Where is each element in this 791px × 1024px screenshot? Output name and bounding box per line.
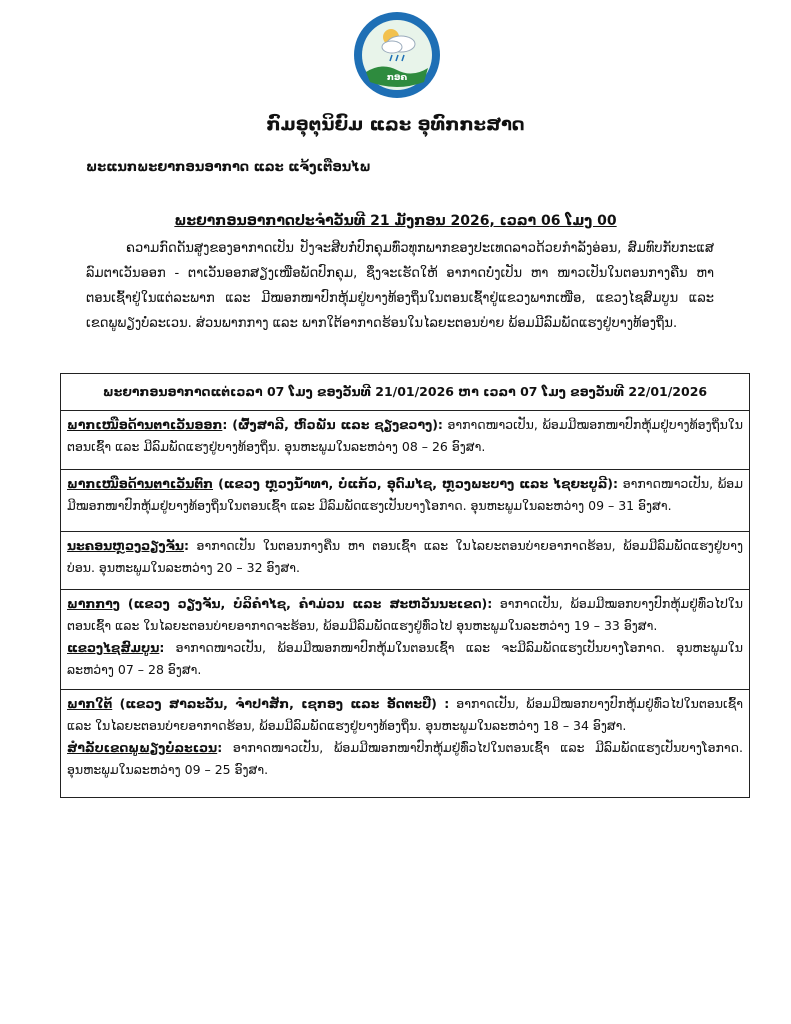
region-entry [67, 637, 743, 681]
region-forecast-text: ອາກາດໜາວເປັນ, ພ້ອມມີໝອກໜາປົກຫຸ້ມໃນຕອນເຊົ້າ ແລະ ຈະມີລົມພັດແຮງເປັນບາງໂອກາດ. ອຸນຫະພູມໃນລະຫວ່າງ 07 – 28 ອົງສາ. [67, 640, 743, 677]
region-entry [67, 535, 743, 579]
forecast-headline: ພະຍາກອນອາກາດປະຈຳວັນທີ 21 ມັງກອນ 2026, ເວລາ 06 ໂມງ 00 [174, 213, 617, 229]
region-section-vientiane-capital [61, 532, 749, 590]
region-entry [67, 693, 743, 737]
region-provinces: : (ຜົ້ງສາລີ, ຫົວພັນ ແລະ ຊຽງຂວາງ): [222, 417, 443, 432]
region-label: ນະຄອນຫຼວງວຽງຈັນ [67, 538, 184, 553]
region-label: ສຳລັບເຂດພູພຽງບໍ່ລະເວນ [67, 740, 218, 755]
synoptic-summary: ຄວາມກົດດັນສູງຂອງອາກາດເປັນ ປັງຈະສີບກໍ່ປົກຄຸມທົ່ວທຸກພາກຂອງປະເທດລາວດ້ວຍກຳລັງອ່ອນ, ສົມທົບກັບກະແສລົມຕາເວັນອອກ - ຕາເວັນອອກສຽງເໜືອພັດປົກຄຸມ, ຊຶ່ງຈະເຮັດໃຫ້ ອາກາດບໍ່ງເປັນ ຫາ ໜາວເປັນໃນຕອນກາງຄືນ ຫາ ຕອນເຊົ້າຢູ່ໃນແຕ່ລະພາກ ແລະ ມີໝອກໜາປົກຫຸ້ມຢູ່ບາງທ້ອງຖິ່ນໃນຕອນເຊົ້າຢູ່ແຂວງພາກເໜືອ, ແຂວງໄຊສົມບູນ ແລະ ເຂດພູພຽງບໍ່ລະເວນ. ສ່ວນພາກກາງ ແລະ ພາກໃຕ້ອາກາດຮ້ອນໃນໄລຍະຕອນບ່າຍ ພ້ອມມີລົມພັດແຮງຢູ່ບາງທ້ອງຖິ່ນ. [86, 241, 714, 331]
region-forecast-text: ອາກາດໜາວເປັນ, ພ້ອມມີໝອກໜາປົກຫຸ້ມຢູ່ບາງທ້ອງຖິ່ນໃນຕອນເຊົ້າ ແລະ ມີລົມພັດແຮງຢູ່ບາງທ້ອງຖິ່ນ. ອຸນຫະພູມໃນລະຫວ່າງ 08 – 26 ອົງສາ. [67, 417, 743, 454]
region-provinces: (ແຂວງ ສາລະວັນ, ຈຳປາສັກ, ເຊກອງ ແລະ ອັດຕະປື) : [112, 696, 450, 711]
forecast-period-header: ພະຍາກອນອາກາດແຕ່ເວລາ 07 ໂມງ ຂອງວັນທີ 21/01/2026 ຫາ ເວລາ 07 ໂມງ ຂອງວັນທີ 22/01/2026 [61, 374, 749, 411]
dmh-logo-cloud-rain-icon [352, 10, 442, 100]
region-entry [67, 414, 743, 458]
region-label: ພາກເໜືອດ້ານຕາເວັນອອກ [67, 417, 223, 432]
region-provinces: : [159, 640, 165, 655]
region-forecast-text: ອາກາດໜາວເປັນ, ພ້ອມມີໝອກໜາປົກຫຸ້ມຢູ່ບາງທ້ອງຖິ່ນໃນຕອນເຊົ້າ ແລະ ມີລົມພັດແຮງເປັນບາງໂອກາດ. ອຸນຫະພູມໃນລະຫວ່າງ 09 – 31 ອົງສາ. [67, 476, 743, 513]
region-entry [67, 473, 743, 517]
organization-title: ກົມອຸຕຸນິຍົມ ແລະ ອຸທົກກະສາດ [266, 114, 525, 135]
department-name: ພະແນກພະຍາກອນອາກາດ ແລະ ແຈ້ງເຕືອນໄພ [86, 160, 371, 175]
region-forecast-text: ອາກາດເປັນ ໃນຕອນກາງຄືນ ຫາ ຕອນເຊົ້າ ແລະ ໃນໄລຍະຕອນບ່າຍອາກາດຮ້ອນ, ພ້ອມມີລົມພັດແຮງຢູ່ບາງບ່ອນ. ອຸນຫະພູມໃນລະຫວ່າງ 20 – 32 ອົງສາ. [67, 538, 743, 575]
svg-text:ກອຄ: ກອຄ [386, 73, 408, 83]
region-provinces: : [184, 538, 189, 553]
region-forecast-text: ອາກາດໜາວເປັນ, ພ້ອມມີໝອກໜາປົກຫຸ້ມຢູ່ທົ່ວໄປໃນຕອນເຊົ້າ ແລະ ມີລົມພັດແຮງເປັນບາງໂອກາດ. ອຸນຫະພູມໃນລະຫວ່າງ 09 – 25 ອົງສາ. [67, 740, 743, 777]
region-forecast-text: ອາກາດເປັນ, ພ້ອມມີໝອກບາງປົກຫຸ້ມຢູ່ທົ່ວໄປໃນຕອນເຊົ້າ ແລະ ໃນໄລຍະຕອນບ່າຍອາກາດຮ້ອນ, ພ້ອມມີລົມພັດແຮງຢູ່ບາງທ້ອງຖິ່ນ. ອຸນຫະພູມໃນລະຫວ່າງ 18 – 34 ອົງສາ. [67, 696, 743, 733]
region-section-northeast [61, 411, 749, 470]
region-label: ພາກໃຕ້ [67, 696, 113, 711]
region-provinces: (ແຂວງ ວຽງຈັນ, ບໍລິຄຳໄຊ, ຄຳມ່ວນ ແລະ ສະຫວັນນະເຂດ): [119, 596, 493, 611]
region-section-central [61, 590, 749, 690]
region-label: ພາກກາງ [67, 596, 120, 611]
region-label: ພາກເໜືອດ້ານຕາເວັນຕົກ [67, 476, 214, 491]
region-entry [67, 593, 743, 637]
region-provinces: (ແຂວງ ຫຼວງນ້ຳທາ, ບໍ່ແກ້ວ, ອຸດົມໄຊ, ຫຼວງພະບາງ ແລະ ໄຊຍະບູລີ): [213, 476, 619, 491]
region-provinces: : [217, 740, 223, 755]
region-section-south [61, 690, 749, 795]
region-entry [67, 737, 743, 781]
region-label: ແຂວງໄຊສົມບູນ [67, 640, 160, 655]
region-section-northwest [61, 470, 749, 532]
region-forecast-text: ອາກາດເປັນ, ພ້ອມມີໝອກບາງປົກຫຸ້ມຢູ່ທົ່ວໄປໃນຕອນເຊົ້າ ແລະ ໃນໄລຍະຕອນບ່າຍອາກາດຈະຮ້ອນ, ພ້ອມມີລົມພັດແຮງຢູ່ທົ່ວໄປ ອຸນຫະພູມໃນລະຫວ່າງ 19 – 33 ອົງສາ. [67, 596, 743, 633]
agency-logo [352, 10, 442, 100]
forecast-table [60, 373, 750, 798]
